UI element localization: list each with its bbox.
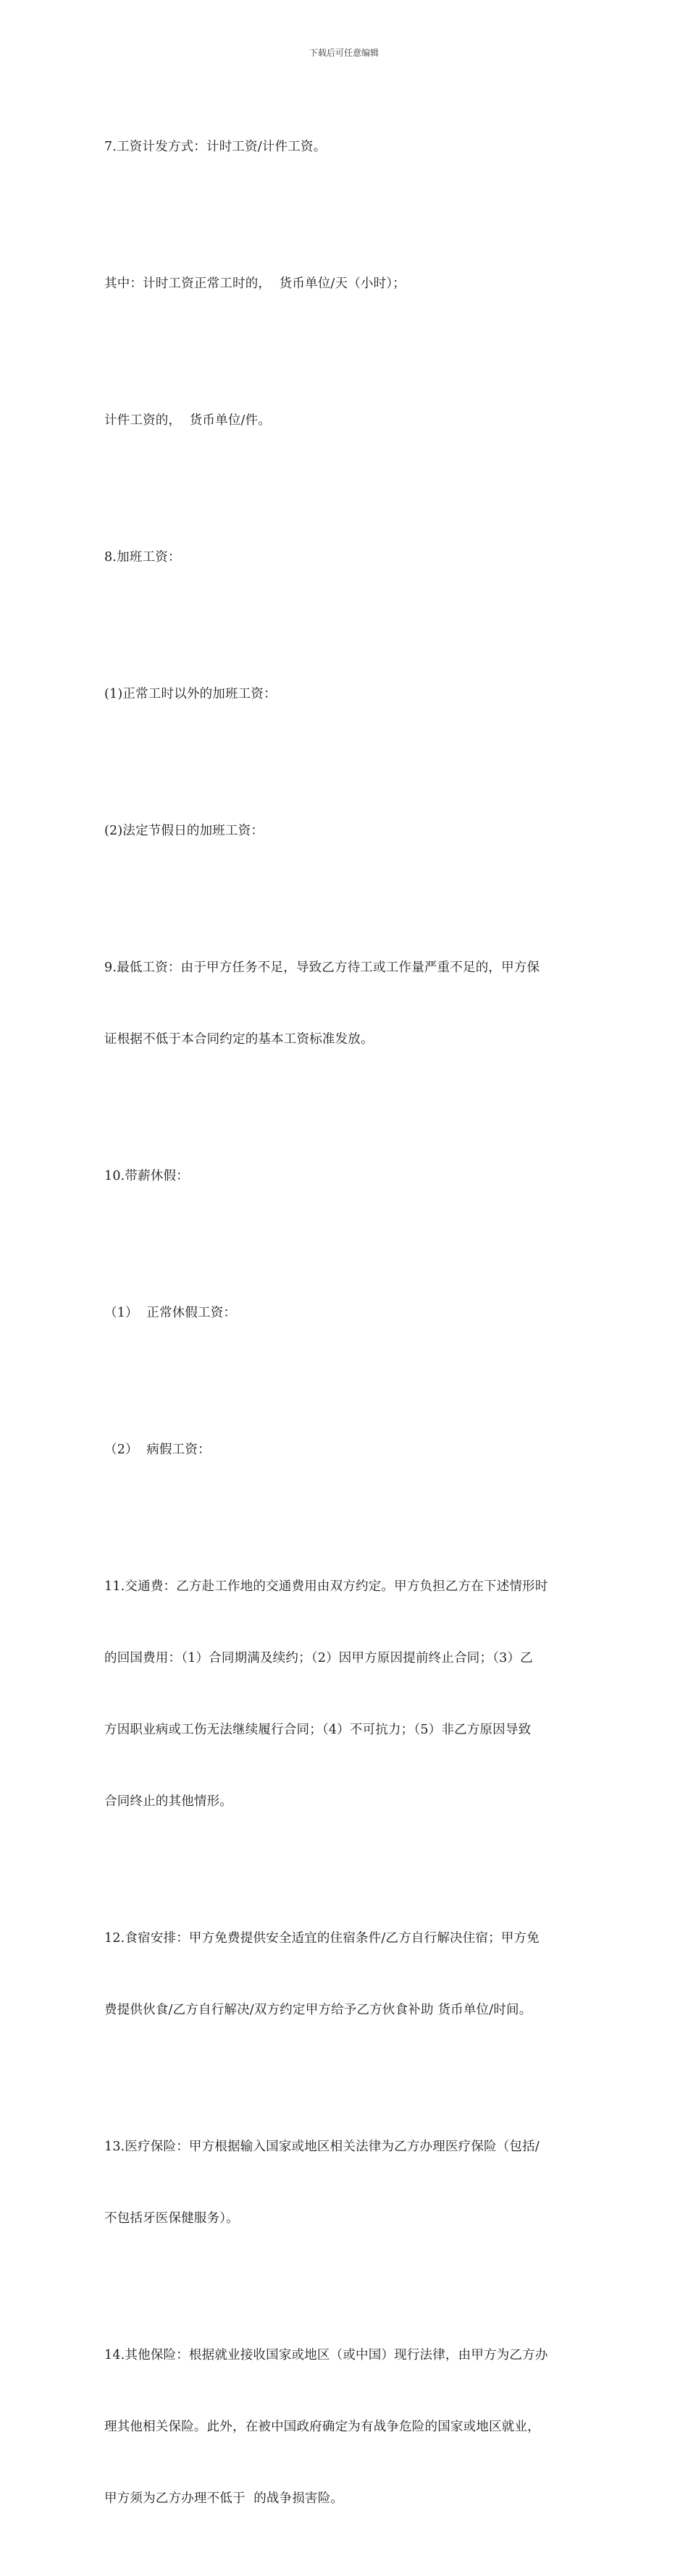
text-line: 证根据不低于本合同约定的基本工资标准发放。 xyxy=(104,1032,374,1047)
text-line: （2） 病假工资： xyxy=(104,1443,211,1457)
paragraph-overtime-holiday xyxy=(104,772,585,891)
text-line: 13.医疗保险：甲方根据输入国家或地区相关法律为乙方办理医疗保险（包括/ xyxy=(104,2140,540,2154)
paragraph-hourly-wage xyxy=(104,224,585,344)
text-line: (2)法定节假日的加班工资： xyxy=(104,824,264,838)
paragraph-sick-leave xyxy=(104,1390,585,1510)
text-line: 14.其他保险：根据就业接收国家或地区（或中国）现行法律，由甲方为乙方办 xyxy=(104,2348,548,2362)
text-line: 7.工资计发方式：计时工资/计件工资。 xyxy=(104,140,327,154)
text-line: 12.食宿安排：甲方免费提供安全适宜的住宿条件/乙方自行解决住宿；甲方免 xyxy=(104,1931,540,1946)
text-line: 9.最低工资：由于甲方任务不足，导致乙方待工或工作量严重不足的，甲方保 xyxy=(104,960,540,975)
document-body xyxy=(104,88,585,2576)
text-line: 10.带薪休假： xyxy=(104,1169,189,1183)
paragraph-other-insurance xyxy=(104,2296,585,2559)
text-line: 理其他相关保险。此外，在被中国政府确定为有战争危险的国家或地区就业， xyxy=(104,2420,540,2434)
paragraph-wage-method xyxy=(104,88,585,207)
paragraph-paid-leave-heading xyxy=(104,1117,585,1236)
text-line: 甲方须为乙方办理不低于 的战争损害险。 xyxy=(104,2491,344,2506)
page-header-note: 下载后可任意编辑 xyxy=(309,48,379,58)
text-line: （1） 正常休假工资： xyxy=(104,1306,237,1320)
text-line: 计件工资的， 货币单位/件。 xyxy=(104,413,272,428)
text-line: 合同终止的其他情形。 xyxy=(104,1794,232,1809)
paragraph-piece-wage xyxy=(104,361,585,481)
text-line: 8.加班工资： xyxy=(104,550,181,565)
text-line: 11.交通费：乙方赴工作地的交通费用由双方约定。甲方负担乙方在下述情形时 xyxy=(104,1579,548,1594)
paragraph-minimum-wage xyxy=(104,908,585,1099)
text-line: 其中：计时工资正常工时的， 货币单位/天（小时）； xyxy=(104,276,406,291)
paragraph-overtime-heading xyxy=(104,498,585,617)
paragraph-normal-leave xyxy=(104,1254,585,1373)
paragraph-board-lodging xyxy=(104,1879,585,2070)
text-line: 不包括牙医保健服务）。 xyxy=(104,2211,239,2226)
text-line: 费提供伙食/乙方自行解决/双方约定甲方给予乙方伙食补助 货币单位/时间。 xyxy=(104,2003,532,2017)
text-line: 方因职业病或工伤无法继续履行合同；（4）不可抗力；（5）非乙方原因导致 xyxy=(104,1723,532,1737)
text-line: (1)正常工时以外的加班工资： xyxy=(104,687,277,701)
paragraph-transport xyxy=(104,1527,585,1862)
text-line: 的回国费用：（1）合同期满及续约；（2）因甲方原因提前终止合同；（3）乙 xyxy=(104,1651,533,1665)
paragraph-medical-insurance xyxy=(104,2087,585,2279)
paragraph-overtime-regular xyxy=(104,635,585,754)
